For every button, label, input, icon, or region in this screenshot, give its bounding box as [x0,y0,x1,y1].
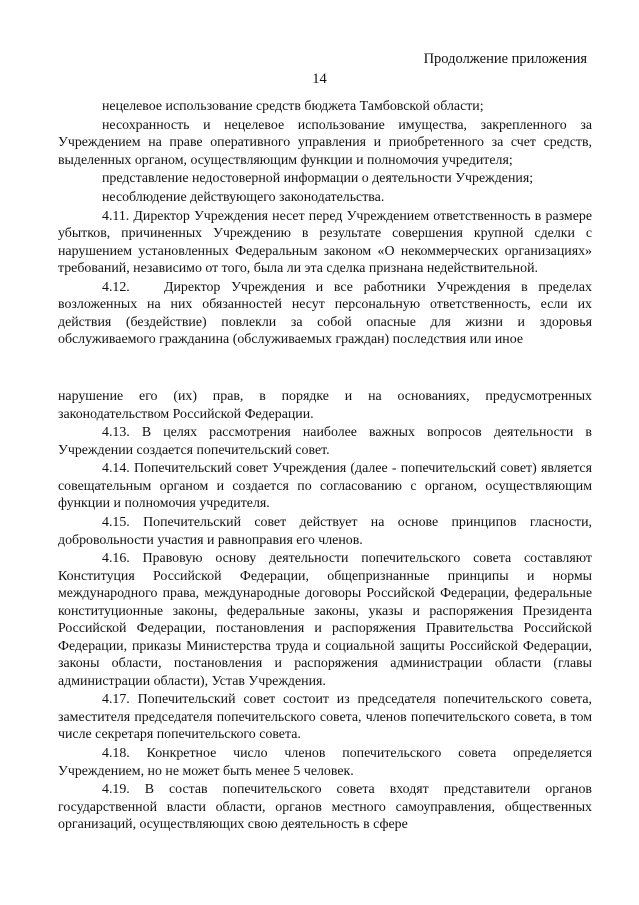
paragraph: несохранность и нецелевое использование имущества, закрепленного за Учреждением на праве оперативного управления и приобретенного за счет средств, выделенных органом, осуществляющим функции и полномочия учредителя; [58,117,592,168]
paragraph: нецелевое использование средств бюджета Тамбовской области; [102,99,484,114]
paragraph-4-15: 4.15. Попечительский совет действует на основе принципов гласности, добровольности участия и равноправия его членов. [58,515,592,548]
text-block-lower [58,388,592,835]
paragraph-4-13: 4.13. В целях рассмотрения наиболее важных вопросов деятельности в Учреждении создается попечительский совет. [58,425,592,458]
paragraph-4-18: 4.18. Конкретное число членов попечительского совета определяется Учреждением, но не может быть менее 5 человек. [58,746,592,779]
paragraph: представление недостоверной информации о деятельности Учреждения; [102,171,534,187]
paragraph-text: Директор Учреждения и все работники Учреждения в пределах возложенных на них обязанностей несут персональную ответственность, если их действия (бездействие) повлекли за собой опасные для жизни и здоровья обслуживаемого гражданина (обслуживаемых граждан) последствия или иное [58,279,592,348]
text-block-upper [58,98,592,350]
paragraph: несоблюдение действующего законодательства. [102,190,385,206]
paragraph-4-14: 4.14. Попечительский совет Учреждения (далее - попечительский совет) является совещательным органом и создается по согласованию с органом, осуществляющим функции и полномочия учредителя. [58,461,592,512]
paragraph-continuation: нарушение его (их) прав, в порядке и на основаниях, предусмотренных законодательством Российской Федерации. [58,389,592,422]
header-title: Продолжение приложения [423,51,587,67]
paragraph-4-19: 4.19. В состав попечительского совета входят представители органов государственной власти области, органов местного самоуправления, общественных организаций, осуществляющих свою деятельность в сфере [58,782,592,833]
page-number: 14 [312,71,327,87]
paragraph-number: 4.12. [102,279,130,295]
paragraph-4-17: 4.17. Попечительский совет состоит из председателя попечительского совета, заместителя председателя попечительского совета, членов попечительского совета, в том числе секретаря попечительского совета. [58,692,592,743]
paragraph-4-11: 4.11. Директор Учреждения несет перед Учреждением ответственность в размере убытков, причиненных Учреждению в результате совершения крупной сделки с нарушением установленных Федеральным законом «О некоммерческих организациях» требований, независимо от того, была ли эта сделка признана недействительной. [58,208,592,277]
paragraph-4-16: 4.16. Правовую основу деятельности попечительского совета составляют Конституция Российской Федерации, общепризнанные принципы и нормы международного права, международные договоры Российской Федерации, федеральные конституционные законы, федеральные законы, указы и распоряжения Президента Российской Федерации, постановления и распоряжения Правительства Российской Федерации, приказы Министерства труда и социальной защиты Российской Федерации, законы области, постановления и распоряжения администрации области (главы администрации области), Устав Учреждения. [58,551,592,689]
paragraph-4-12 [58,279,592,349]
